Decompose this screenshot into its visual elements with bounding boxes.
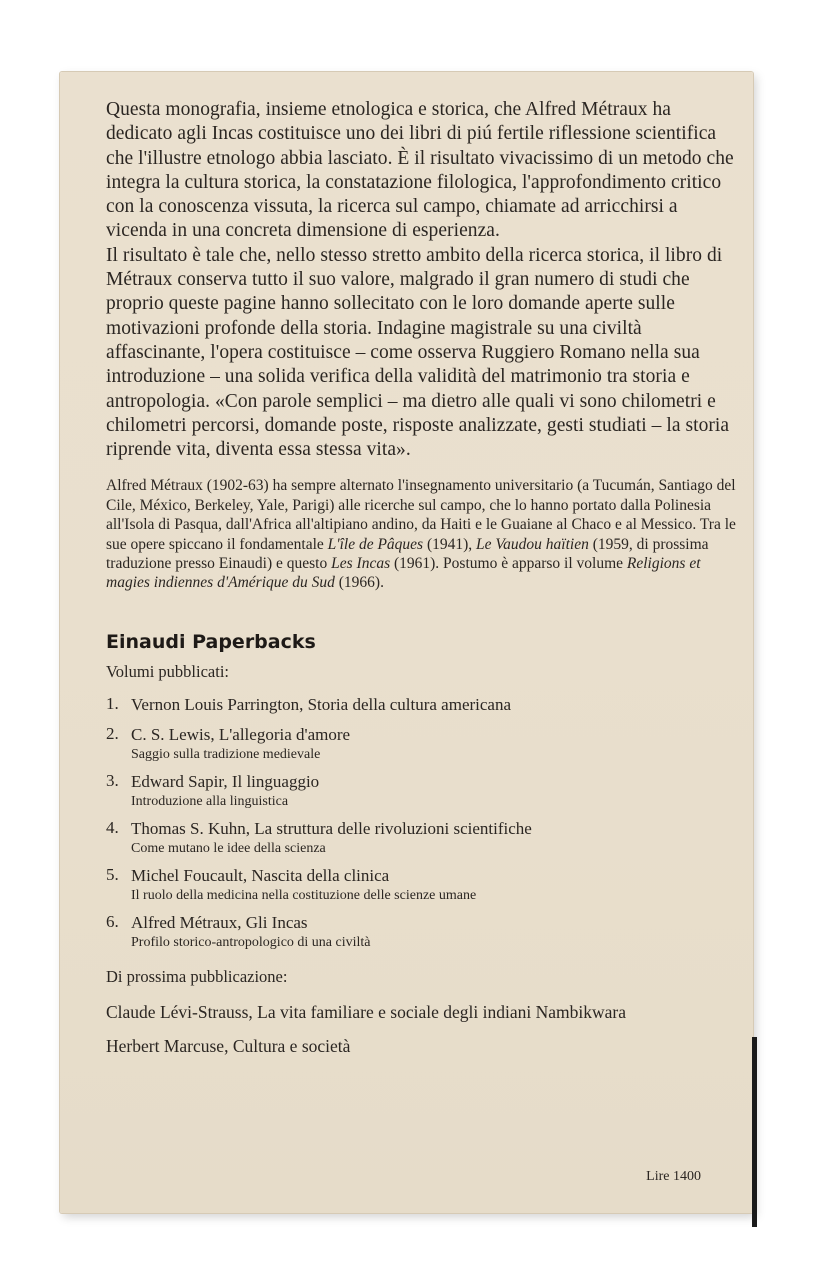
- list-item: [106, 694, 736, 716]
- blurb-paragraph-2: Il risultato è tale che, nello stesso stretto ambito della ricerca storica, il libro di Métraux conserva tutto il suo valore, malgrado il gran numero di studi che proprio queste pagine hanno sollecitato con le loro domande aperte sulle motivazioni profonde della storia. Indagine magistrale su una civiltà affascinante, l'opera costituisce – come osserva Ruggiero Romano nella sua introduzione – una solida verifica della validità del matrimonio tra storia e antropologia. «Con parole semplici – ma dietro alle quali vi sono chilometri e chilometri percorsi, domande poste, risposte analizzate, gesti studiati – la storia riprende vita, diventa essa stessa vita».: [106, 244, 730, 461]
- upcoming-list: [106, 1001, 736, 1057]
- published-label: Volumi pubblicati:: [106, 661, 229, 681]
- blurb: [106, 98, 736, 462]
- bio-title: Religions et magies indiennes d'Amérique du Sud: [106, 555, 701, 592]
- upcoming-item: Claude Lévi-Strauss, La vita familiare e sociale degli indiani Nambikwara: [106, 1001, 626, 1022]
- bio-title: Les Incas: [331, 555, 391, 573]
- upcoming-label: Di prossima pubblicazione:: [106, 966, 288, 986]
- spine-edge: [752, 1037, 757, 1227]
- book-title: Edward Sapir, Il linguaggio: [131, 771, 320, 791]
- list-item: [106, 865, 736, 904]
- book-title: Alfred Métraux, Gli Incas: [131, 912, 308, 932]
- bio-title: Le Vaudou haïtien: [476, 535, 589, 553]
- bio-title: L'île de Pâques: [327, 535, 424, 553]
- list-item: [106, 912, 736, 951]
- book-title: Vernon Louis Parrington, Storia della cultura americana: [131, 694, 512, 714]
- bio-text: (1959, di prossima traduzione presso Einaudi) e questo: [106, 535, 709, 573]
- bio-text: Alfred Métraux (1902-63) ha sempre alternato l'insegnamento universitario (a Tucumán, Santiago del Cile, México, Berkeley, Yale, Parigi) alle ricerche sul campo, che lo hanno portato dalla Polinesia all'Isola di Pasqua, dall'Africa all'altipiano andino, da Haiti e le Guaiane al Chaco e al Messico. Tra le sue opere spiccano il fondamentale: [106, 477, 736, 553]
- bio-text: (1966).: [334, 574, 384, 592]
- book-subtitle: Saggio sulla tradizione medievale: [131, 746, 321, 762]
- book-subtitle: Il ruolo della medicina nella costituzione delle scienze umane: [131, 887, 477, 903]
- series-title: Einaudi Paperbacks: [106, 630, 316, 653]
- book-number: 2.: [106, 723, 119, 743]
- book-number: 3.: [106, 770, 119, 790]
- book-number: 1.: [106, 693, 119, 713]
- cover-content: [106, 98, 736, 1069]
- book-number: 4.: [106, 817, 119, 837]
- book-title: Thomas S. Kuhn, La struttura delle rivoluzioni scientifiche: [131, 818, 532, 838]
- list-item: [106, 818, 736, 857]
- price-label: Lire 1400: [646, 1169, 701, 1184]
- book-subtitle: Introduzione alla linguistica: [131, 793, 289, 809]
- upcoming-item: Herbert Marcuse, Cultura e società: [106, 1035, 351, 1056]
- published-book-list: [106, 694, 736, 951]
- book-number: 5.: [106, 864, 119, 884]
- book-title: Michel Foucault, Nascita della clinica: [131, 865, 390, 885]
- book-subtitle: Come mutano le idee della scienza: [131, 840, 326, 856]
- blurb-paragraph-1: Questa monografia, insieme etnologica e storica, che Alfred Métraux ha dedicato agli Incas costituisce uno dei libri di piú fertile riflessione scientifica che l'illustre etnologo abbia lasciato. È il risultato vivacissimo di un metodo che integra la cultura storica, la constatazione filologica, l'approfondimento critico con la conoscenza vissuta, la ricerca sul campo, chiamate ad arricchirsi a vicenda in una concreta dimensione di esperienza.: [106, 99, 734, 242]
- list-item: [106, 724, 736, 763]
- book-number: 6.: [106, 911, 119, 931]
- book-subtitle: Profilo storico-antropologico di una civiltà: [131, 934, 371, 950]
- bio-text: (1961). Postumo è apparso il volume: [390, 555, 627, 573]
- list-item: [106, 771, 736, 810]
- author-bio: [106, 476, 736, 592]
- book-back-cover: [60, 72, 753, 1213]
- book-title: C. S. Lewis, L'allegoria d'amore: [131, 724, 351, 744]
- bio-text: (1941),: [423, 535, 477, 553]
